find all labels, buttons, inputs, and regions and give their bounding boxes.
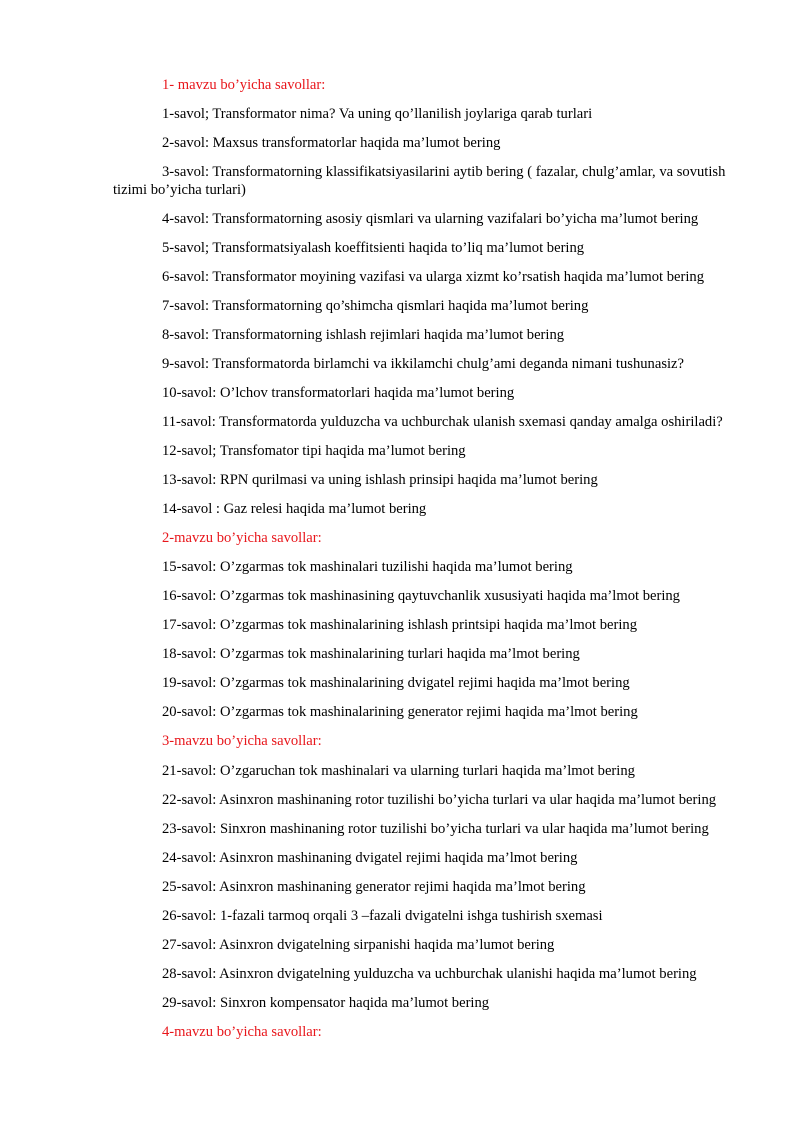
question-3-continuation: tizimi bo’yicha turlari): [113, 182, 246, 198]
question-29: 29-savol: Sinxron kompensator haqida ma’lumot bering: [162, 995, 490, 1011]
question-28: 28-savol: Asinxron dvigatelning yulduzcha va uchburchak ulanishi haqida ma’lumot bering: [162, 966, 697, 982]
question-19: 19-savol: O’zgarmas tok mashinalarining dvigatel rejimi haqida ma’lmot bering: [162, 675, 630, 691]
question-14: 14-savol : Gaz relesi haqida ma’lumot bering: [162, 501, 427, 517]
question-26: 26-savol: 1-fazali tarmoq orqali 3 –fazali dvigatelni ishga tushirish sxemasi: [162, 908, 603, 924]
question-24: 24-savol: Asinxron mashinaning dvigatel rejimi haqida ma’lmot bering: [162, 850, 578, 866]
question-25: 25-savol: Asinxron mashinaning generator rejimi haqida ma’lmot bering: [162, 879, 586, 895]
question-11: 11-savol: Transformatorda yulduzcha va uchburchak ulanish sxemasi qanday amalga oshiriladi?: [162, 414, 723, 430]
question-12: 12-savol; Transfomator tipi haqida ma’lumot bering: [162, 443, 466, 459]
question-21: 21-savol: O’zgaruchan tok mashinalari va ularning turlari haqida ma’lmot bering: [162, 763, 635, 779]
section-heading-3: 3-mavzu bo’yicha savollar:: [162, 733, 322, 749]
question-18: 18-savol: O’zgarmas tok mashinalarining turlari haqida ma’lmot bering: [162, 646, 580, 662]
section-heading-4: 4-mavzu bo’yicha savollar:: [162, 1024, 322, 1040]
question-8: 8-savol: Transformatorning ishlash rejimlari haqida ma’lumot bering: [162, 327, 565, 343]
question-10: 10-savol: O’lchov transformatorlari haqida ma’lumot bering: [162, 385, 515, 401]
question-1: 1-savol; Transformator nima? Va uning qo’llanilish joylariga qarab turlari: [162, 106, 593, 122]
question-15: 15-savol: O’zgarmas tok mashinalari tuzilishi haqida ma’lumot bering: [162, 559, 573, 575]
section-heading-2: 2-mavzu bo’yicha savollar:: [162, 530, 322, 546]
question-20: 20-savol: O’zgarmas tok mashinalarining generator rejimi haqida ma’lmot bering: [162, 704, 638, 720]
question-4: 4-savol: Transformatorning asosiy qismlari va ularning vazifalari bo’yicha ma’lumot bering: [162, 211, 699, 227]
question-3: 3-savol: Transformatorning klassifikatsiyasilarini aytib bering ( fazalar, chulg’amlar, va sovutish: [162, 164, 726, 180]
question-23: 23-savol: Sinxron mashinaning rotor tuzilishi bo’yicha turlari va ular haqida ma’lumot bering: [162, 821, 709, 837]
question-6: 6-savol: Transformator moyining vazifasi va ularga xizmt ko’rsatish haqida ma’lumot bering: [162, 269, 705, 285]
question-5: 5-savol; Transformatsiyalash koeffitsienti haqida to’liq ma’lumot bering: [162, 240, 585, 256]
question-9: 9-savol: Transformatorda birlamchi va ikkilamchi chulg’ami deganda nimani tushunasiz?: [162, 356, 685, 372]
question-13: 13-savol: RPN qurilmasi va uning ishlash prinsipi haqida ma’lumot bering: [162, 472, 598, 488]
section-heading-1: 1- mavzu bo’yicha savollar:: [162, 77, 326, 93]
question-7: 7-savol: Transformatorning qo’shimcha qismlari haqida ma’lumot bering: [162, 298, 589, 314]
question-2: 2-savol: Maxsus transformatorlar haqida ma’lumot bering: [162, 135, 501, 151]
question-17: 17-savol: O’zgarmas tok mashinalarining ishlash printsipi haqida ma’lmot bering: [162, 617, 638, 633]
question-16: 16-savol: O’zgarmas tok mashinasining qaytuvchanlik xususiyati haqida ma’lmot bering: [162, 588, 680, 604]
question-22: 22-savol: Asinxron mashinaning rotor tuzilishi bo’yicha turlari va ular haqida ma’lumot bering: [162, 792, 717, 808]
question-27: 27-savol: Asinxron dvigatelning sirpanishi haqida ma’lumot bering: [162, 937, 555, 953]
